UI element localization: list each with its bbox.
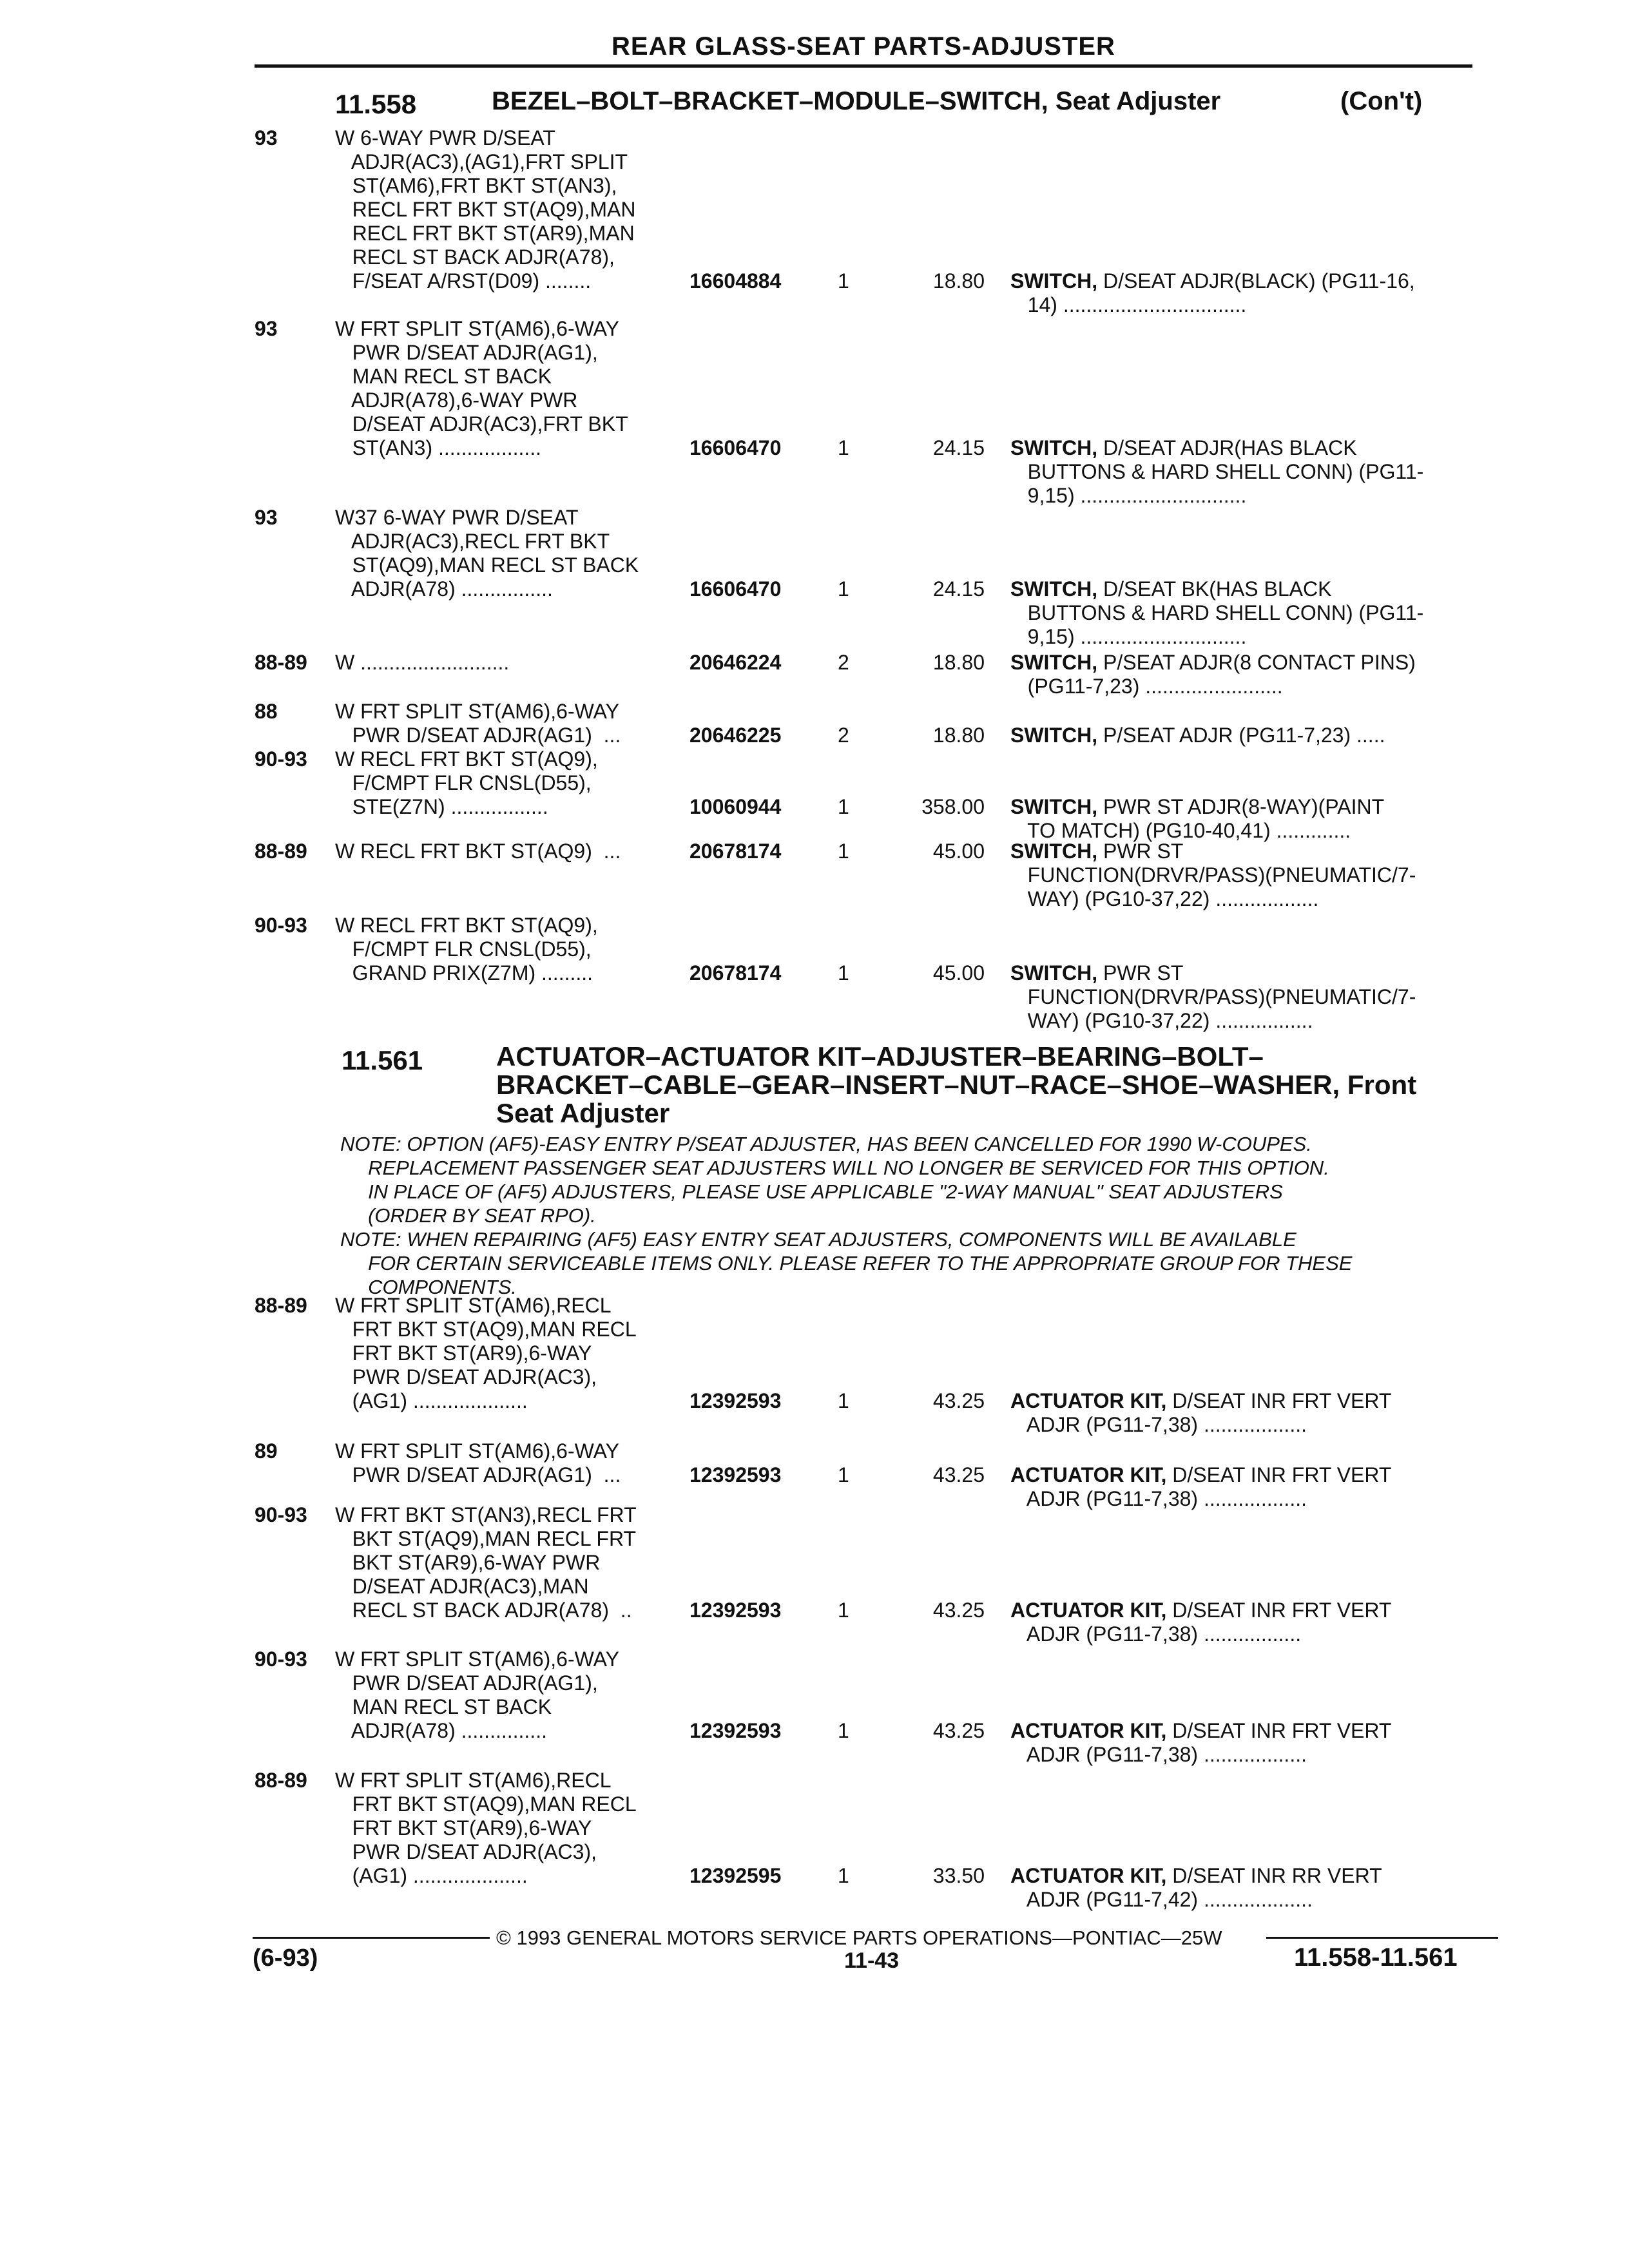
part-name: SWITCH,: [1010, 840, 1098, 863]
price: 43.25: [932, 1719, 985, 1742]
price: 43.25: [932, 1389, 985, 1412]
usage-description: W FRT BKT ST(AN3),RECL FRT BKT ST(AQ9),MAN RECL FRT BKT ST(AR9),6-WAY PWR D/SEAT ADJR(AC3),MAN RECL ST BACK ADJR(A78) ..: [335, 1503, 637, 1622]
model-year: 90-93: [255, 1648, 307, 1671]
part-detail: D/SEAT BK(HAS BLACK BUTTONS & HARD SHELL CONN) (PG11- 9,15) .............................: [1027, 577, 1424, 648]
section-number: 11.558: [335, 89, 417, 119]
part-detail: D/SEAT INR RR VERT ADJR (PG11-7,42) ...................: [1026, 1864, 1382, 1911]
price: 33.50: [932, 1864, 985, 1887]
part-number: 16606470: [689, 436, 782, 459]
price: 358.00: [921, 795, 985, 818]
usage-description: W FRT SPLIT ST(AM6),6-WAY PWR D/SEAT ADJR(AG1), MAN RECL ST BACK ADJR(A78) ...............: [335, 1648, 619, 1742]
usage-description: W FRT SPLIT ST(AM6),RECL FRT BKT ST(AQ9),MAN RECL FRT BKT ST(AR9),6-WAY PWR D/SEAT ADJR(AC3), (AG1) ....................: [335, 1769, 637, 1887]
model-year: 93: [255, 506, 278, 529]
model-year: 88: [255, 700, 278, 723]
section-continued: (Con't): [1340, 87, 1423, 115]
part-description: [1010, 1463, 1474, 1511]
part-detail: PWR ST ADJR(8-WAY)(PAINT TO MATCH) (PG10-40,41) .............: [1027, 795, 1385, 842]
part-name: SWITCH,: [1010, 269, 1098, 293]
part-detail: D/SEAT INR FRT VERT ADJR (PG11-7,38) ..................: [1026, 1719, 1392, 1766]
price: 45.00: [932, 961, 985, 985]
usage-description: W FRT SPLIT ST(AM6),6-WAY PWR D/SEAT ADJR(AG1) ...: [335, 700, 621, 747]
usage-description: W FRT SPLIT ST(AM6),6-WAY PWR D/SEAT ADJR(AG1) ...: [335, 1439, 621, 1486]
part-number: 20646224: [689, 651, 782, 674]
part-number: 16606470: [689, 577, 782, 601]
part-name: SWITCH,: [1010, 436, 1098, 459]
quantity: 1: [838, 577, 849, 601]
part-name: SWITCH,: [1010, 577, 1098, 601]
part-name: SWITCH,: [1010, 795, 1098, 818]
quantity: 1: [838, 840, 849, 863]
quantity: 1: [838, 1719, 849, 1742]
price: 43.25: [932, 1599, 985, 1622]
part-description: [1010, 840, 1474, 911]
price: 24.15: [932, 577, 985, 601]
model-year: 88-89: [255, 1294, 307, 1317]
part-description: [1010, 436, 1474, 508]
quantity: 2: [838, 724, 849, 747]
quantity: 2: [838, 651, 849, 674]
price: 18.80: [932, 724, 985, 747]
part-description: [1010, 1719, 1474, 1767]
model-year: 90-93: [255, 747, 307, 771]
part-description: [1010, 724, 1474, 747]
part-description: [1010, 651, 1474, 698]
quantity: 1: [838, 1463, 849, 1486]
model-year: 93: [255, 317, 278, 340]
usage-description: W RECL FRT BKT ST(AQ9), F/CMPT FLR CNSL(D55), STE(Z7N) .................: [335, 747, 598, 818]
part-name: ACTUATOR KIT,: [1010, 1463, 1167, 1486]
part-number: 20678174: [689, 840, 782, 863]
model-year: 90-93: [255, 1503, 307, 1526]
usage-description: W RECL FRT BKT ST(AQ9), F/CMPT FLR CNSL(D55), GRAND PRIX(Z7M) .........: [335, 914, 598, 985]
usage-description: W FRT SPLIT ST(AM6),RECL FRT BKT ST(AQ9),MAN RECL FRT BKT ST(AR9),6-WAY PWR D/SEAT ADJR(AC3), (AG1) ....................: [335, 1294, 637, 1412]
section-range: 11.558-11.561: [1294, 1943, 1458, 1972]
page-number: 11-43: [844, 1948, 900, 1973]
price: 45.00: [932, 840, 985, 863]
part-name: SWITCH,: [1010, 651, 1098, 674]
part-description: [1010, 1389, 1474, 1437]
part-detail: D/SEAT INR FRT VERT ADJR (PG11-7,38) ..................: [1026, 1463, 1392, 1510]
date-code: (6-93): [253, 1945, 318, 1972]
part-detail: PWR ST FUNCTION(DRVR/PASS)(PNEUMATIC/7- WAY) (PG10-37,22) .................: [1027, 961, 1416, 1032]
part-number: 12392593: [689, 1463, 782, 1486]
part-name: ACTUATOR KIT,: [1010, 1389, 1167, 1412]
part-number: 12392593: [689, 1719, 782, 1742]
part-number: 16604884: [689, 269, 782, 293]
part-description: [1010, 1599, 1474, 1646]
page-header: REAR GLASS-SEAT PARTS-ADJUSTER: [612, 32, 1115, 61]
part-detail: D/SEAT INR FRT VERT ADJR (PG11-7,38) ..................: [1026, 1389, 1392, 1436]
usage-description: W 6-WAY PWR D/SEAT ADJR(AC3),(AG1),FRT SPLIT ST(AM6),FRT BKT ST(AN3), RECL FRT BKT ST(AQ9),MAN RECL FRT BKT ST(AR9),MAN RECL ST BACK ADJR(A78), F/SEAT A/RST(D09) ........: [335, 126, 636, 293]
part-detail: D/SEAT INR FRT VERT ADJR (PG11-7,38) .................: [1026, 1599, 1392, 1646]
section-title: BEZEL–BOLT–BRACKET–MODULE–SWITCH, Seat Adjuster: [492, 87, 1221, 115]
part-detail: D/SEAT ADJR(HAS BLACK BUTTONS & HARD SHELL CONN) (PG11- 9,15) .............................: [1027, 436, 1424, 507]
quantity: 1: [838, 1599, 849, 1622]
part-description: [1010, 1864, 1474, 1912]
part-name: ACTUATOR KIT,: [1010, 1719, 1167, 1742]
section-title: ACTUATOR–ACTUATOR KIT–ADJUSTER–BEARING–BOLT– BRACKET–CABLE–GEAR–INSERT–NUT–RACE–SHOE–WASHER, Front Seat Adjuster: [496, 1041, 1417, 1128]
model-year: 93: [255, 126, 278, 149]
part-description: [1010, 577, 1474, 649]
part-detail: P/SEAT ADJR (PG11-7,23) .....: [1097, 724, 1385, 747]
usage-description: W ..........................: [335, 651, 510, 674]
part-number: 10060944: [689, 795, 782, 818]
header-rule: [255, 64, 1472, 68]
copyright-text: © 1993 GENERAL MOTORS SERVICE PARTS OPERATIONS—PONTIAC—25W: [496, 1927, 1222, 1949]
part-description: [1010, 795, 1474, 843]
part-name: SWITCH,: [1010, 961, 1098, 985]
section-notes: NOTE: OPTION (AF5)-EASY ENTRY P/SEAT ADJUSTER, HAS BEEN CANCELLED FOR 1990 W-COUPES. REPLACEMENT PASSENGER SEAT ADJUSTERS WILL NO LONGER BE SERVICED FOR THIS OPTION. IN PLACE OF (AF5) ADJUSTERS, PLEASE USE APPLICABLE "2-WAY MANUAL" SEAT ADJUSTERS (ORDER BY SEAT RPO). NOTE: WHEN REPAIRING (AF5) EASY ENTRY SEAT ADJUSTERS, COMPONENTS WILL BE AVAILABLE FOR CERTAIN SERVICEABLE ITEMS ONLY. PLEASE REFER TO THE APPROPRIATE GROUP FOR THESE COMPONENTS.: [340, 1133, 1353, 1298]
part-description: [1010, 269, 1474, 317]
section-number: 11.561: [342, 1045, 423, 1075]
quantity: 1: [838, 795, 849, 818]
usage-description: W FRT SPLIT ST(AM6),6-WAY PWR D/SEAT ADJR(AG1), MAN RECL ST BACK ADJR(A78),6-WAY PWR D/SEAT ADJR(AC3),FRT BKT ST(AN3) ..................: [335, 317, 628, 459]
part-number: 12392595: [689, 1864, 782, 1887]
part-number: 12392593: [689, 1599, 782, 1622]
quantity: 1: [838, 1864, 849, 1887]
part-name: SWITCH,: [1010, 724, 1098, 747]
price: 24.15: [932, 436, 985, 459]
model-year: 88-89: [255, 651, 307, 674]
model-year: 88-89: [255, 1769, 307, 1792]
part-detail: P/SEAT ADJR(8 CONTACT PINS) (PG11-7,23) ........................: [1027, 651, 1416, 698]
price: 43.25: [932, 1463, 985, 1486]
usage-description: W37 6-WAY PWR D/SEAT ADJR(AC3),RECL FRT BKT ST(AQ9),MAN RECL ST BACK ADJR(A78) ................: [335, 506, 639, 601]
part-detail: D/SEAT ADJR(BLACK) (PG11-16, 14) ................................: [1027, 269, 1415, 316]
quantity: 1: [838, 1389, 849, 1412]
part-number: 20646225: [689, 724, 782, 747]
footer-rule-right: [1266, 1937, 1498, 1939]
model-year: 88-89: [255, 840, 307, 863]
part-description: [1010, 961, 1474, 1033]
quantity: 1: [838, 961, 849, 985]
part-name: ACTUATOR KIT,: [1010, 1864, 1167, 1887]
model-year: 89: [255, 1439, 278, 1463]
part-number: 20678174: [689, 961, 782, 985]
price: 18.80: [932, 651, 985, 674]
part-number: 12392593: [689, 1389, 782, 1412]
usage-description: W RECL FRT BKT ST(AQ9) ...: [335, 840, 621, 863]
quantity: 1: [838, 269, 849, 293]
model-year: 90-93: [255, 914, 307, 937]
part-name: ACTUATOR KIT,: [1010, 1599, 1167, 1622]
part-detail: PWR ST FUNCTION(DRVR/PASS)(PNEUMATIC/7- WAY) (PG10-37,22) ..................: [1027, 840, 1416, 910]
quantity: 1: [838, 436, 849, 459]
price: 18.80: [932, 269, 985, 293]
footer-rule-left: [253, 1937, 490, 1939]
